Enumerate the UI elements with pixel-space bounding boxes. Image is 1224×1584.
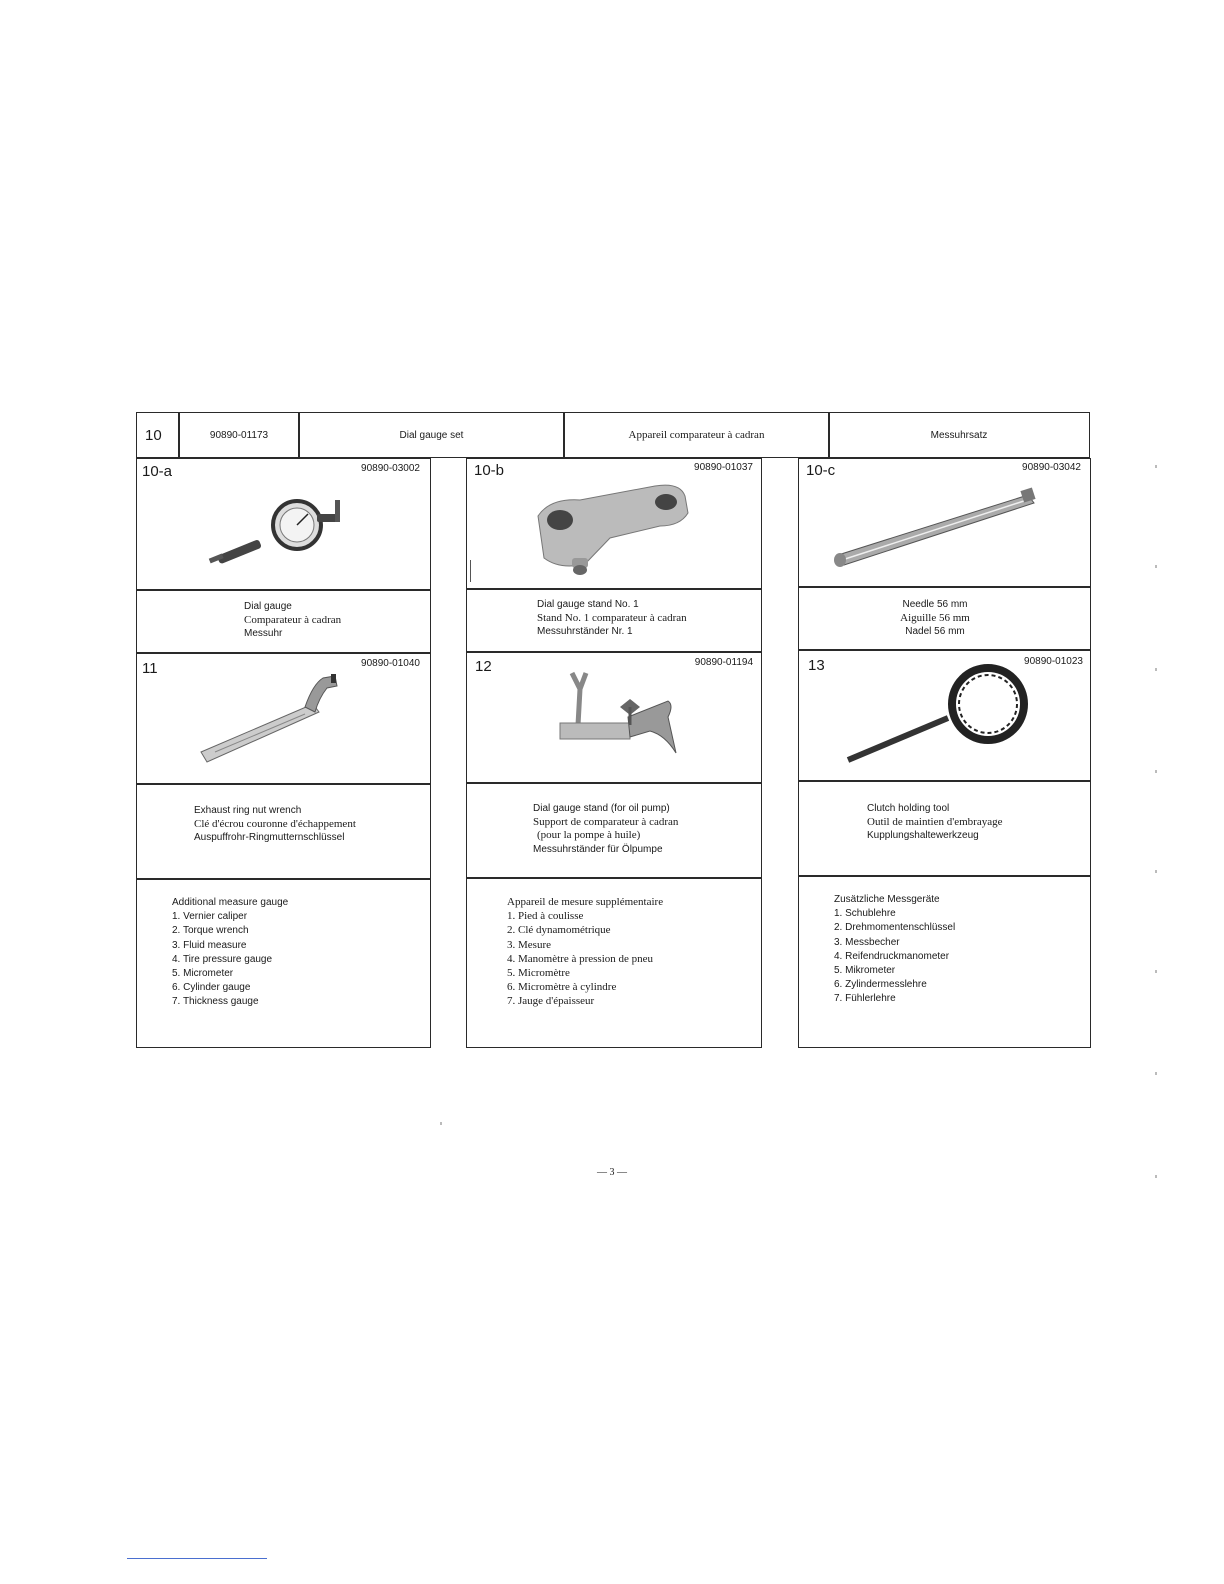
list-item: 2. Clé dynamométrique (507, 924, 611, 937)
item-text-line: Clé d'écrou couronne d'échappement (194, 817, 356, 830)
item-text-11 (194, 804, 356, 845)
item-text-10b (537, 598, 687, 639)
list-item: 1. Pied à coulisse (507, 910, 584, 923)
scan-speck (1155, 970, 1157, 973)
list-item: 7. Jauge d'épaisseur (507, 995, 595, 1008)
additional-list-de (834, 893, 955, 1007)
scan-speck (1155, 668, 1157, 671)
item-part-number-10a: 90890-03002 (361, 463, 420, 474)
item-part-number-10c: 90890-03042 (1022, 462, 1081, 473)
scan-speck (1155, 1072, 1157, 1075)
item-part-number-12: 90890-01194 (694, 657, 753, 668)
divider (466, 651, 762, 653)
additional-list-en (172, 896, 288, 1010)
list-item: 6. Zylindermesslehre (834, 979, 927, 991)
page-number: — 3 — (597, 1167, 627, 1178)
item-label-10a: 10-a (142, 463, 173, 480)
list-item: 4. Reifendruckmanometer (834, 950, 950, 962)
header-number: 10 (136, 412, 180, 458)
additional-title: Additional measure gauge (172, 897, 289, 908)
item-text-line: Dial gauge (244, 601, 292, 612)
list-item: 3. Mesure (507, 938, 551, 951)
item-label-10c: 10-c (806, 462, 836, 479)
item-text-line: Kupplungshaltewerkzeug (867, 830, 979, 841)
item-text-line: Support de comparateur à cadran (533, 815, 679, 828)
item-text-12 (533, 802, 678, 856)
ring-nut-wrench-icon (195, 672, 345, 772)
item-text-line: Outil de maintien d'embrayage (867, 815, 1003, 828)
header-name-fr: Appareil comparateur à cadran (563, 412, 830, 458)
item-text-line: Dial gauge stand (for oil pump) (533, 803, 670, 814)
dial-gauge-stand-icon (530, 478, 700, 578)
item-text-line: Dial gauge stand No. 1 (537, 599, 639, 610)
additional-title: Appareil de mesure supplémentaire (507, 896, 664, 908)
additional-list-fr (507, 895, 663, 1009)
scan-speck (1155, 465, 1157, 468)
divider (136, 589, 431, 591)
item-label-12: 12 (475, 658, 492, 675)
item-text-line: Auspuffrohr-Ringmutternschlüssel (194, 832, 345, 843)
list-item: 4. Tire pressure gauge (172, 953, 273, 965)
scan-speck (1155, 870, 1157, 873)
item-text-line: Messuhrständer Nr. 1 (537, 626, 633, 637)
item-text-10a (244, 600, 341, 641)
list-item: 7. Thickness gauge (172, 996, 259, 1008)
scan-speck (1155, 1175, 1157, 1178)
item-text-line: Clutch holding tool (867, 803, 950, 814)
divider (798, 649, 1091, 651)
item-text-line: Messuhr (244, 628, 283, 639)
list-item: 1. Schublehre (834, 908, 896, 920)
list-item: 5. Micrometer (172, 968, 234, 980)
divider (136, 783, 431, 785)
list-item: 3. Messbecher (834, 936, 900, 948)
item-text-13 (867, 802, 1002, 843)
list-item: 6. Cylinder gauge (172, 982, 251, 994)
item-part-number-13: 90890-01023 (1024, 656, 1083, 667)
list-item: 6. Micromètre à cylindre (507, 981, 617, 994)
item-text-line: Exhaust ring nut wrench (194, 805, 302, 816)
header-part-number: 90890-01173 (178, 412, 300, 458)
scan-speck (440, 1122, 442, 1125)
divider (798, 586, 1091, 588)
list-item: 2. Torque wrench (172, 925, 249, 937)
header-name-de: Messuhrsatz (828, 412, 1090, 458)
divider (136, 652, 431, 654)
list-item: 3. Fluid measure (172, 939, 247, 951)
list-item: 2. Drehmomentenschlüssel (834, 922, 956, 934)
divider (466, 782, 762, 784)
divider (798, 875, 1091, 877)
item-label-13: 13 (808, 657, 825, 674)
item-part-number-11: 90890-01040 (361, 658, 420, 669)
item-label-10b: 10-b (474, 462, 505, 479)
header-name-en: Dial gauge set (298, 412, 565, 458)
scan-speck (1155, 770, 1157, 773)
divider (466, 877, 762, 879)
scan-mark (470, 560, 471, 582)
divider (798, 780, 1091, 782)
item-label-11: 11 (142, 660, 158, 677)
list-item: 5. Micromètre (507, 967, 570, 980)
scan-speck (1155, 565, 1157, 568)
divider (136, 878, 431, 880)
oil-pump-stand-icon (550, 665, 700, 765)
item-text-line: Comparateur à cadran (244, 613, 342, 626)
dial-gauge-icon (205, 490, 355, 575)
item-part-number-10b: 90890-01037 (694, 462, 753, 473)
divider (466, 588, 762, 590)
item-text-line: Aiguille 56 mm (900, 611, 970, 624)
item-text-line: (pour la pompe à huile) (537, 829, 641, 841)
footer-rule (127, 1558, 267, 1559)
list-item: 1. Vernier caliper (172, 911, 248, 923)
item-text-line: Stand No. 1 comparateur à cadran (537, 611, 687, 624)
item-text-10c (860, 598, 1010, 639)
item-text-line: Needle 56 mm (902, 599, 968, 610)
additional-title: Zusätzliche Messgeräte (834, 894, 940, 905)
list-item: 5. Mikrometer (834, 965, 896, 977)
list-item: 4. Manomètre à pression de pneu (507, 952, 654, 965)
clutch-holding-tool-icon (840, 662, 1050, 772)
needle-icon (830, 485, 1040, 570)
item-text-line: Nadel 56 mm (905, 626, 965, 637)
item-text-line: Messuhrständer für Ölpumpe (533, 843, 663, 855)
list-item: 7. Fühlerlehre (834, 993, 896, 1005)
